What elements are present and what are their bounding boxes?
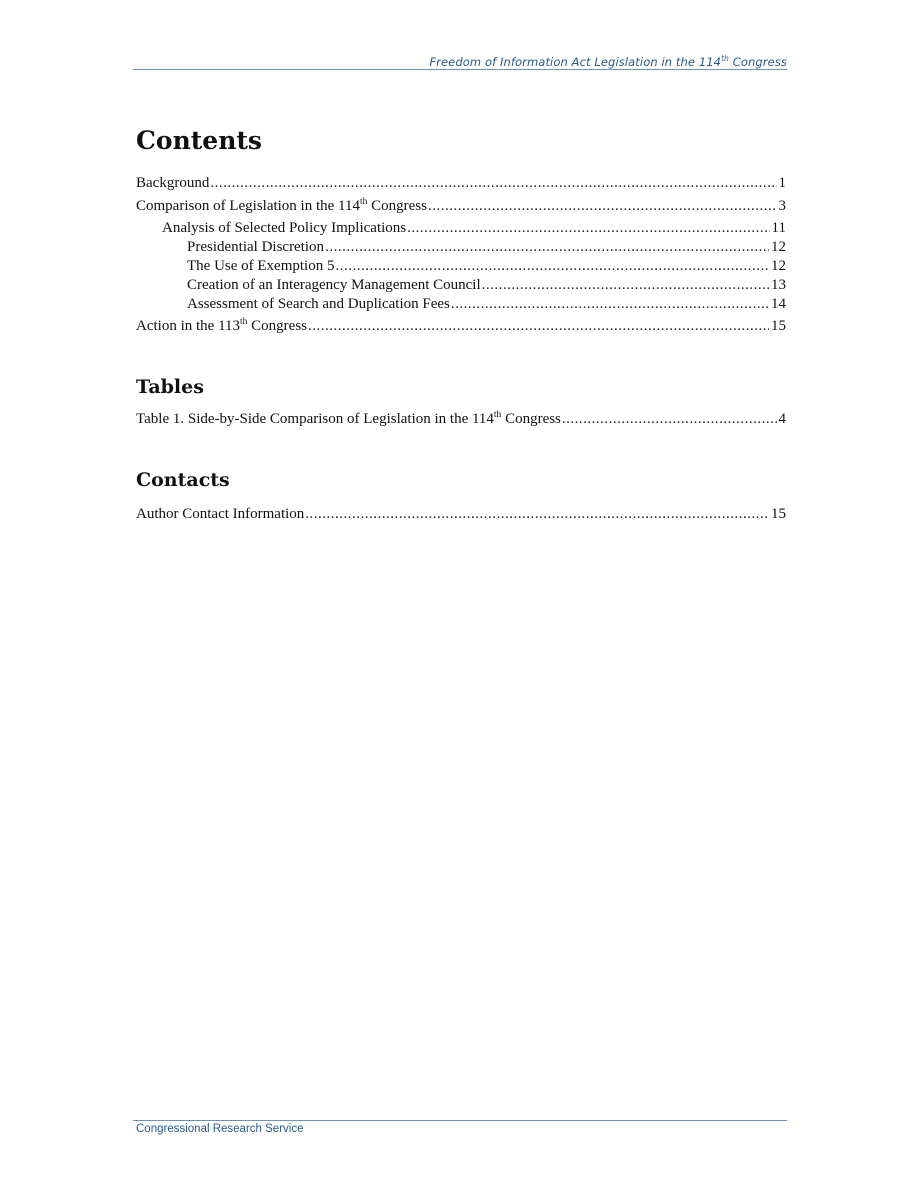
toc-page-number: 4 [778, 411, 786, 427]
toc-page-number: 11 [771, 220, 786, 236]
dot-leader [325, 238, 769, 257]
header-title: Freedom of Information Act Legislation in the 114 [429, 54, 722, 69]
header-superscript: th [721, 54, 729, 63]
toc-page-number: 15 [771, 506, 786, 522]
tables-heading: Tables [136, 376, 204, 398]
toc-page-number: 14 [771, 296, 786, 312]
dot-leader [451, 295, 769, 314]
header-title-end: Congress [729, 54, 787, 69]
dot-leader [308, 317, 769, 336]
toc-page-number: 1 [778, 175, 786, 191]
dot-leader [210, 174, 776, 193]
toc-entry-title: Analysis of Selected Policy Implications [162, 220, 407, 236]
footer: Congressional Research Service [136, 1123, 304, 1135]
dot-leader [562, 410, 777, 429]
toc-entry-table-1[interactable] [136, 410, 786, 429]
toc-entry-use-of-exemption-5[interactable] [187, 257, 786, 276]
toc-page-number: 3 [778, 198, 786, 214]
toc-entry-comparison-of-legislation[interactable] [136, 197, 786, 216]
toc-entry-title: Creation of an Interagency Management Council [187, 277, 481, 293]
toc-entry-interagency-management-council[interactable] [187, 276, 786, 295]
toc-entry-title: Action in the 113th Congress [136, 317, 307, 334]
dot-leader [428, 197, 777, 216]
toc-entry-analysis-of-policy-implications[interactable] [162, 219, 786, 238]
toc-entry-title: Assessment of Search and Duplication Fees [187, 296, 450, 312]
toc-page-number: 13 [771, 277, 786, 293]
toc-entry-title: Author Contact Information [136, 506, 305, 522]
contents-heading: Contents [136, 126, 263, 155]
toc-entry-title: The Use of Exemption 5 [187, 258, 335, 274]
toc-entry-action-in-113th-congress[interactable] [136, 317, 786, 336]
contacts-heading: Contacts [136, 469, 230, 491]
toc-entry-background[interactable] [136, 174, 786, 193]
toc-page-number: 12 [771, 258, 786, 274]
footer-rule [133, 1120, 787, 1121]
toc-entry-title: Background [136, 175, 210, 191]
dot-leader [407, 219, 769, 238]
toc-entry-title: Comparison of Legislation in the 114th Congress [136, 197, 427, 214]
dot-leader [335, 257, 769, 276]
toc-entry-presidential-discretion[interactable] [187, 238, 786, 257]
running-header [133, 54, 787, 69]
dot-leader [305, 505, 769, 524]
dot-leader [482, 276, 769, 295]
toc-page-number: 15 [771, 318, 786, 334]
toc-entry-title: Table 1. Side-by-Side Comparison of Legislation in the 114th Congress [136, 410, 561, 427]
toc-entry-title: Presidential Discretion [187, 239, 325, 255]
toc-entry-search-and-duplication-fees[interactable] [187, 295, 786, 314]
header-rule [133, 69, 787, 70]
toc-entry-author-contact-information[interactable] [136, 505, 786, 524]
toc-page-number: 12 [771, 239, 786, 255]
